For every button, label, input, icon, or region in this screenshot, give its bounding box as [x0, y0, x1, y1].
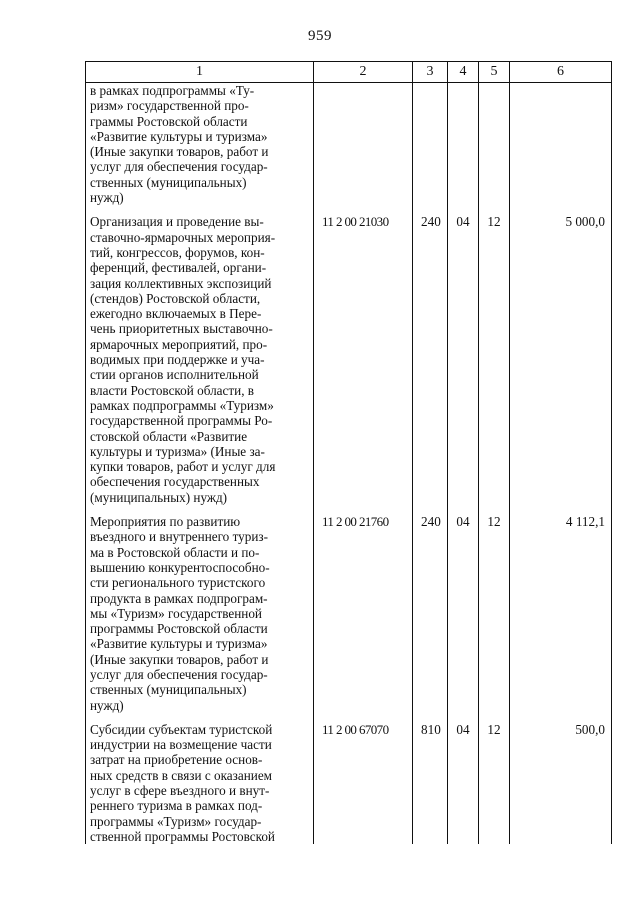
row-subsection: 12 [479, 205, 510, 505]
row-description: Субсидии субъектам туристской индустрии на возмещение части затрат на приобретение основ- ных средств в связи с оказанием услуг в сфере въездного и внут- реннего туризма в рамках под- программы «Туризм» государ- ственной программы Ростовской [86, 713, 314, 844]
row-amount: 500,0 [510, 713, 612, 844]
row-expense-type: 810 [413, 713, 448, 844]
row-expense-type [413, 83, 448, 206]
table-body [86, 83, 612, 845]
page-number: 959 [308, 28, 332, 44]
row-section: 04 [448, 205, 479, 505]
table-row [86, 83, 612, 206]
row-section [448, 83, 479, 206]
column-header-6: 6 [510, 62, 612, 83]
row-description: в рамках подпрограммы «Ту- ризм» государственной про- граммы Ростовской области «Развитие культуры и туризма» (Иные закупки товаров, работ и услуг для обеспечения государ- ственных (муниципальных) нужд) [86, 83, 314, 206]
table-row [86, 205, 612, 505]
table-header [86, 62, 612, 83]
row-target-code [314, 83, 413, 206]
row-subsection: 12 [479, 505, 510, 713]
row-amount [510, 83, 612, 206]
row-subsection: 12 [479, 713, 510, 844]
column-header-1: 1 [86, 62, 314, 83]
row-section: 04 [448, 505, 479, 713]
table-row [86, 505, 612, 713]
row-expense-type: 240 [413, 505, 448, 713]
table-row [86, 713, 612, 844]
row-subsection [479, 83, 510, 206]
row-amount: 5 000,0 [510, 205, 612, 505]
row-target-code: 11 2 00 67070 [314, 713, 413, 844]
row-target-code: 11 2 00 21030 [314, 205, 413, 505]
row-amount: 4 112,1 [510, 505, 612, 713]
row-description: Мероприятия по развитию въездного и внутреннего туриз- ма в Ростовской области и по- вышению конкурентоспособно- сти регионального туристского продукта в рамках подпрограм- мы «Туризм» государственной программы Ростовской области «Развитие культуры и туризма» (Иные закупки товаров, работ и услуг для обеспечения государ- ственных (муниципальных) нужд) [86, 505, 314, 713]
row-expense-type: 240 [413, 205, 448, 505]
column-header-2: 2 [314, 62, 413, 83]
column-header-4: 4 [448, 62, 479, 83]
row-section: 04 [448, 713, 479, 844]
column-header-3: 3 [413, 62, 448, 83]
column-header-5: 5 [479, 62, 510, 83]
row-description: Организация и проведение вы- ставочно-ярмарочных мероприя- тий, конгрессов, форумов, кон- ференций, фестивалей, органи- зация коллективных экспозиций (стендов) Ростовской области, ежегодно включаемых в Пере- чень приоритетных выставочно- ярмарочных мероприятий, про- водимых при поддержке и уча- стии органов исполнительной власти Ростовской области, в рамках подпрограммы «Туризм» государственной программы Ро- стовской области «Развитие культуры и туризма» (Иные за- купки товаров, работ и услуг для обеспечения государственных (муниципальных) нужд) [86, 205, 314, 505]
row-target-code: 11 2 00 21760 [314, 505, 413, 713]
budget-table [85, 61, 612, 844]
